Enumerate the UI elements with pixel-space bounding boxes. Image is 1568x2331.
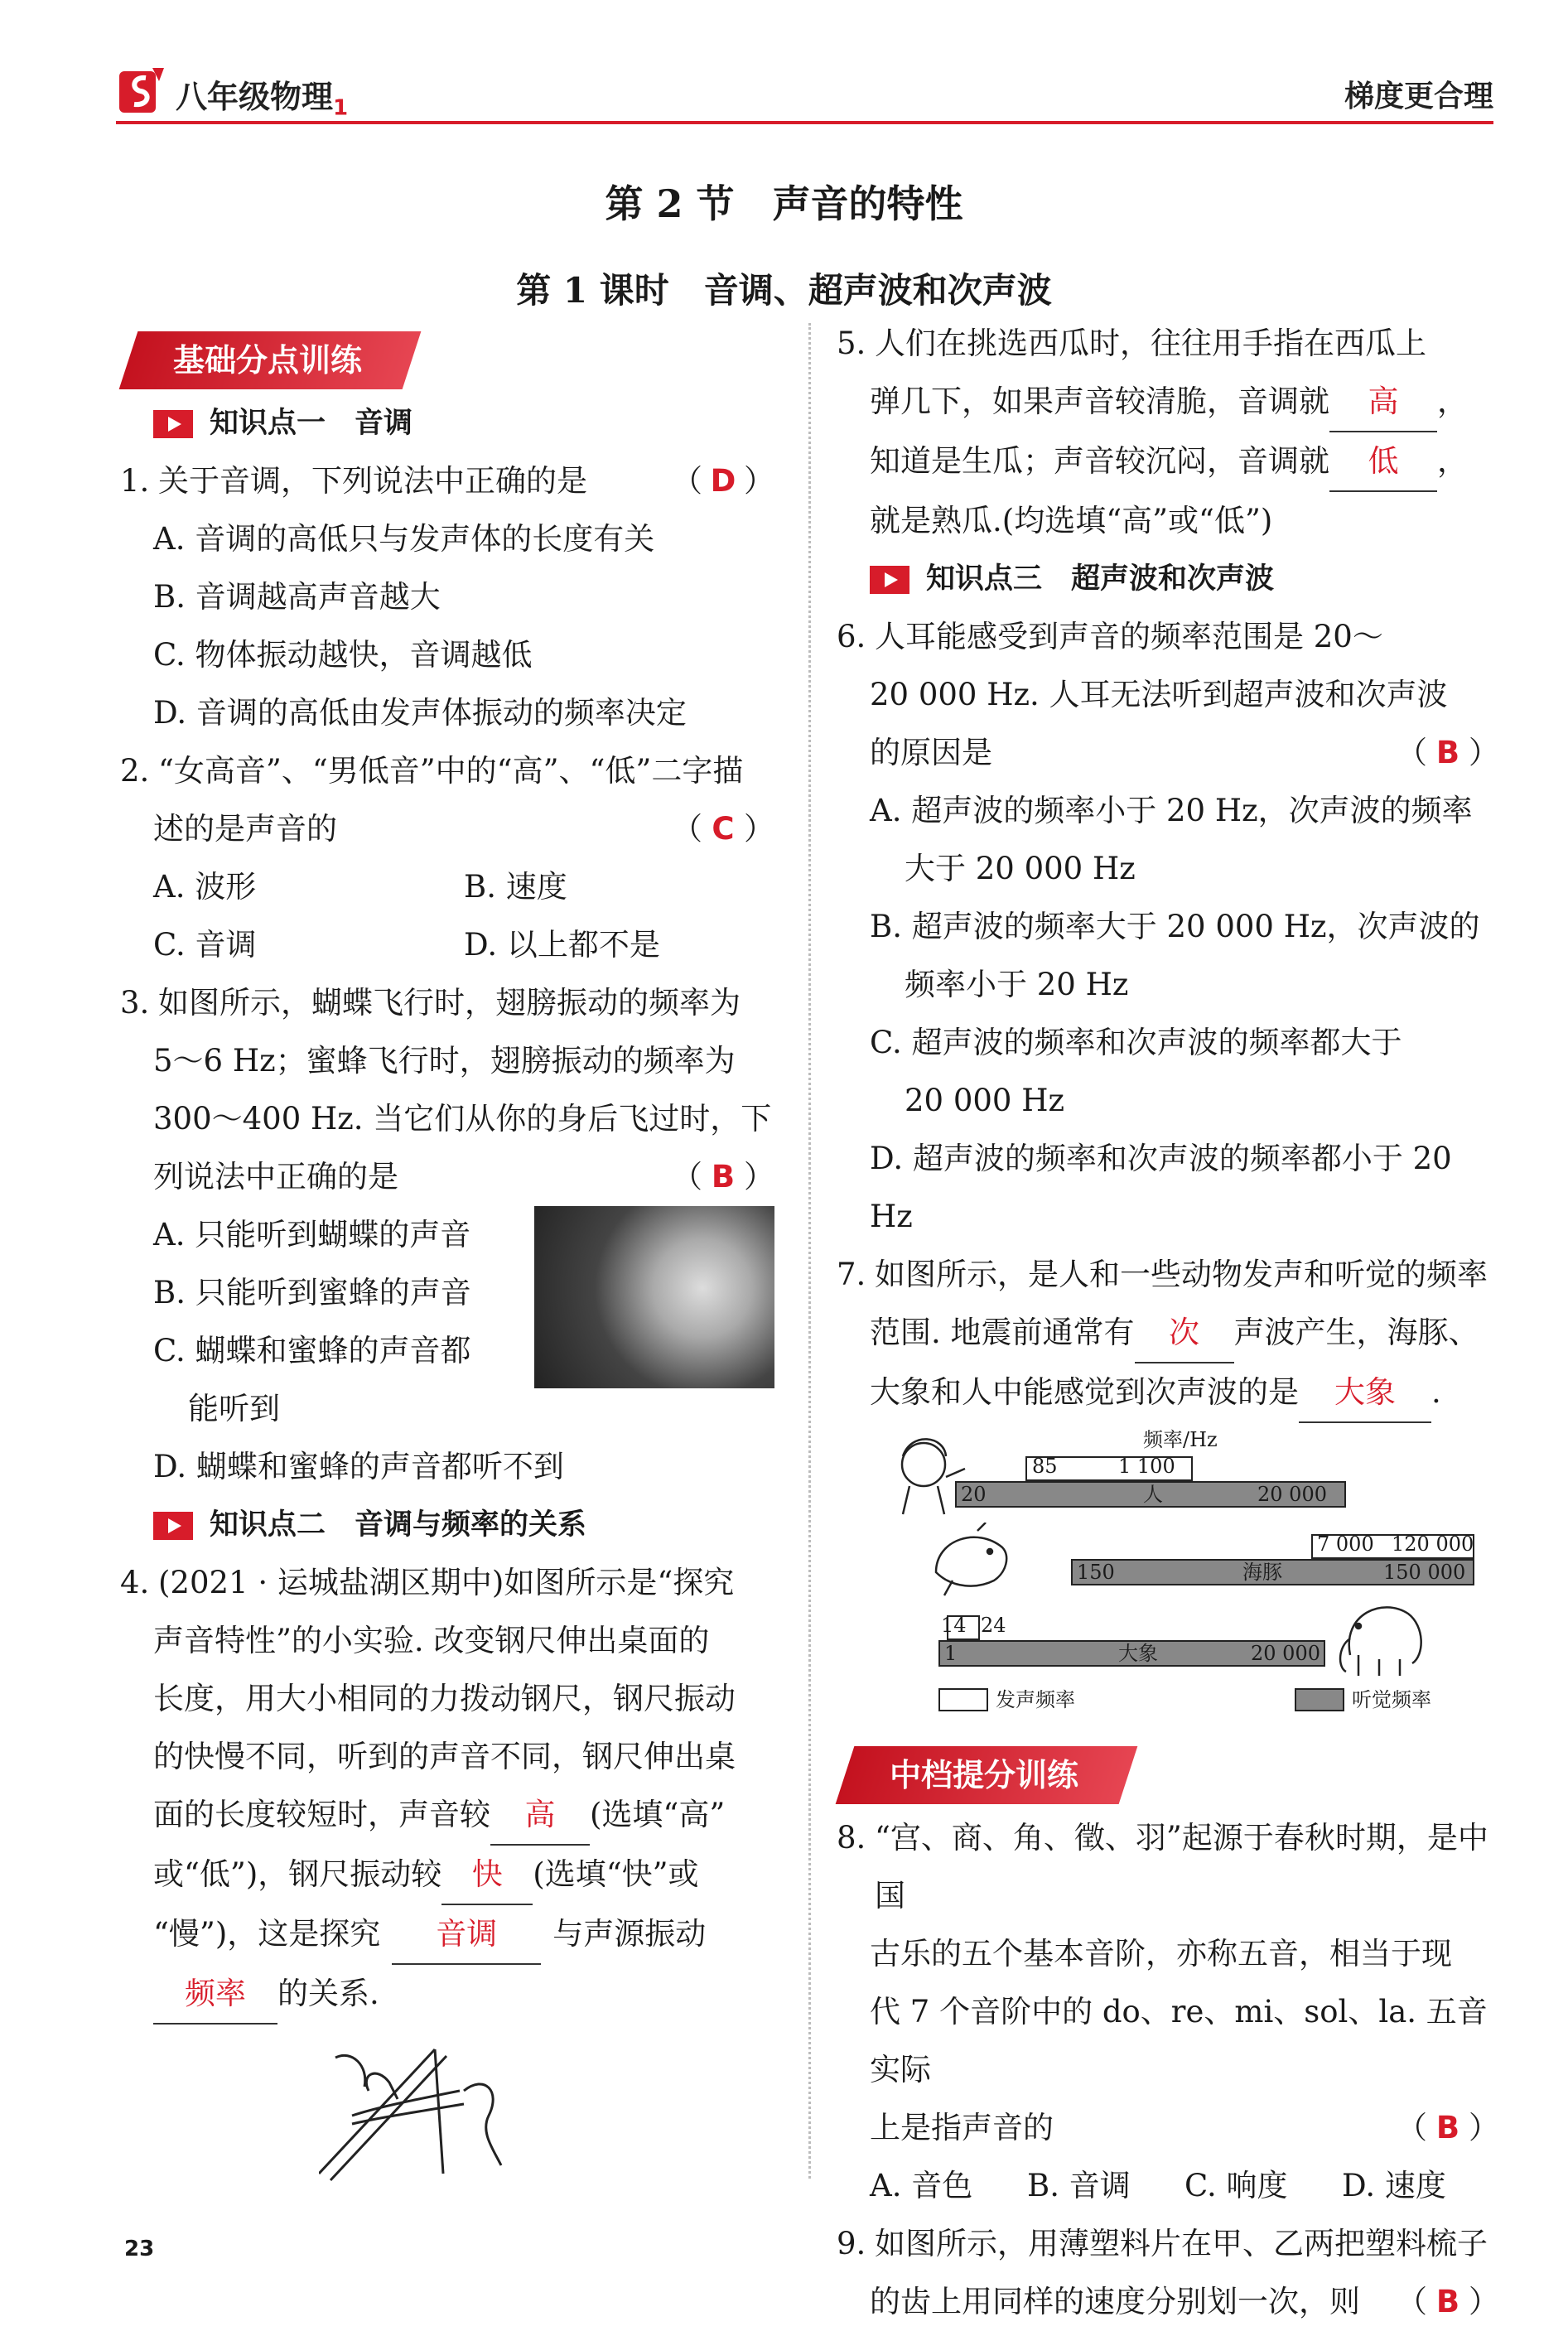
girl-cartoon-icon	[886, 1431, 977, 1523]
header-slogan: 梯度更合理	[1344, 80, 1493, 113]
legend-hear-swatch	[1295, 1688, 1344, 1711]
ruler-experiment-figure	[319, 2041, 534, 2182]
axis-label: 频率/Hz	[1143, 1428, 1218, 1451]
q5-line: 就是熟瓜.(均选填“高”或“低”)	[870, 503, 1273, 538]
q3-option-c-cont: 能听到	[188, 1391, 280, 1426]
q9-stem-line: 的齿上用同样的速度分别划一次，则 （ B ）	[870, 2284, 1499, 2319]
question-2: 2. “女高音”、“男低音”中的“高”、“低”二字描	[120, 753, 744, 789]
q7-line: 范围. 地震前通常有 次 声波产生，海豚、	[837, 1304, 1499, 1363]
fill-blank: 次	[1135, 1304, 1234, 1363]
q6-option-c: C. 超声波的频率和次声波的频率都大于	[870, 1025, 1402, 1060]
q3-options-block	[120, 1206, 774, 1496]
q4-line: 面的长度较短时，声音较 高 (选填“高”	[120, 1786, 774, 1846]
legend-hear-label: 听觉频率	[1352, 1688, 1431, 1711]
play-triangle-icon	[153, 1512, 193, 1540]
dolphin-icon	[928, 1523, 1019, 1597]
q4-line: 长度，用大小相同的力拨动钢尺，钢尺振动	[153, 1681, 736, 1716]
human-emit-max: 1 100	[1118, 1455, 1175, 1478]
left-column	[120, 323, 774, 2201]
elephant-hear-max: 20 000	[1251, 1642, 1320, 1665]
human-hear-max: 20 000	[1257, 1483, 1327, 1506]
q1-option-c: C. 物体振动越快，音调越低	[153, 637, 533, 673]
banner-basic-training: 基础分点训练	[119, 331, 422, 389]
q6-stem-line: 的原因是 （ B ）	[870, 735, 1499, 770]
q3-option-b: B. 只能听到蜜蜂的声音	[153, 1275, 471, 1310]
q6-option-b-cont: 频率小于 20 Hz	[905, 967, 1129, 1002]
q4-line: “慢”)，这是探究 音调 与声源振动	[120, 1905, 774, 1965]
q3-stem-line: 300～400 Hz. 当它们从你的身后飞过时，下	[153, 1101, 772, 1137]
fill-blank: 高	[1329, 373, 1437, 432]
q5-line: 弹几下，如果声音较清脆，音调就 高 ，	[837, 373, 1499, 432]
q8-stem-line: 古乐的五个基本音阶，亦称五音，相当于现	[870, 1936, 1452, 1971]
knowledge-point-2: 知识点二 音调与频率的关系	[120, 1496, 774, 1554]
question-1: 1. 关于音调，下列说法中正确的是 （ D ）	[120, 452, 774, 510]
lesson-title: 第 1 课时 音调、超声波和次声波	[516, 270, 1052, 311]
dolphin-hear-min: 150	[1077, 1561, 1115, 1584]
question-5: 5. 人们在挑选西瓜时，往往用手指在西瓜上	[837, 326, 1426, 361]
question-3: 3. 如图所示，蝴蝶飞行时，翅膀振动的频率为	[120, 985, 741, 1021]
question-7: 7. 如图所示，是人和一些动物发声和听觉的频率	[837, 1257, 1488, 1292]
dolphin-label: 海豚	[1242, 1561, 1282, 1584]
page-header	[116, 60, 1493, 126]
question-8: 8. “宫、商、角、徵、羽”起源于春秋时期，是中国	[837, 1820, 1488, 1914]
q3-option-d: D. 蝴蝶和蜜蜂的声音都听不到	[153, 1449, 564, 1484]
q1-option-b: B. 音调越高声音越大	[153, 579, 441, 615]
knowledge-point-3: 知识点三 超声波和次声波	[837, 550, 1499, 608]
elephant-emit-max: 24	[981, 1614, 1006, 1637]
q3-stem-line: 列说法中正确的是 （ B ）	[153, 1159, 774, 1194]
play-triangle-icon	[153, 410, 193, 438]
fill-blank: 音调	[392, 1905, 541, 1965]
page-number: 23	[124, 2237, 155, 2261]
play-triangle-icon	[870, 566, 909, 594]
human-label: 人	[1143, 1483, 1163, 1506]
q3-option-a: A. 只能听到蝴蝶的声音	[153, 1217, 471, 1252]
dolphin-emit-min: 7 000	[1317, 1532, 1374, 1556]
fill-blank: 快	[441, 1846, 533, 1905]
fill-blank: 大象	[1299, 1363, 1431, 1423]
header-rule	[116, 121, 1493, 124]
q6-stem-line: 20 000 Hz. 人耳无法听到超声波和次声波	[870, 677, 1448, 712]
fill-blank: 频率	[153, 1965, 277, 2025]
q2-stem-line2: 述的是声音的 （ C ）	[153, 811, 774, 847]
q6-option-a: A. 超声波的频率小于 20 Hz，次声波的频率	[870, 793, 1473, 828]
right-column	[837, 315, 1499, 2331]
q4-line: 频率 的关系.	[120, 1965, 774, 2025]
q4-line: 声音特性”的小实验. 改变钢尺伸出桌面的	[153, 1623, 710, 1658]
book-title: 八年级物理$_1$	[176, 79, 349, 121]
elephant-label: 大象	[1118, 1642, 1158, 1665]
elephant-hear-min: 1	[944, 1642, 958, 1665]
banner-mid-training: 中档提分训练	[836, 1746, 1138, 1804]
dolphin-hear-max: 150 000	[1383, 1561, 1466, 1584]
q6-option-a-cont: 大于 20 000 Hz	[905, 851, 1136, 886]
column-divider	[808, 323, 811, 2179]
publisher-logo-icon	[116, 65, 167, 116]
elephant-emit-min: 14	[941, 1614, 967, 1637]
q3-stem-line: 5～6 Hz；蜜蜂飞行时，翅膀振动的频率为	[153, 1043, 736, 1079]
q8-options: A. 音色 B. 音调 C. 响度 D. 速度	[870, 2168, 1446, 2203]
elephant-icon	[1334, 1589, 1433, 1680]
question-9: 9. 如图所示，用薄塑料片在甲、乙两把塑料梳子	[837, 2226, 1488, 2261]
fill-blank: 低	[1329, 432, 1437, 492]
q6-option-d: D. 超声波的频率和次声波的频率都小于 20 Hz	[870, 1141, 1452, 1234]
q1-option-d: D. 音调的高低由发声体振动的频率决定	[153, 695, 687, 731]
human-hear-min: 20	[961, 1483, 987, 1506]
q8-stem-line: 代 7 个音阶中的 do、re、mi、sol、la. 五音实际	[870, 1994, 1488, 2087]
q4-line: 的快慢不同，听到的声音不同，钢尺伸出桌	[153, 1739, 736, 1774]
dolphin-emit-max: 120 000	[1392, 1532, 1474, 1556]
q1-option-a: A. 音调的高低只与发声体的长度有关	[153, 521, 655, 557]
section-title: 第 2 节 声音的特性	[605, 181, 963, 226]
answer-slot: （ D ）	[672, 463, 774, 499]
frequency-range-figure	[837, 1423, 1499, 1738]
q2-options-row1: A. 波形 B. 速度	[153, 869, 567, 905]
human-emit-min: 85	[1032, 1455, 1058, 1478]
q6-option-b: B. 超声波的频率大于 20 000 Hz，次声波的	[870, 909, 1480, 944]
q4-line: 或“低”)，钢尺振动较 快 (选填“快”或	[120, 1846, 774, 1905]
q8-stem-line: 上是指声音的 （ B ）	[870, 2110, 1499, 2145]
q2-options-row2: C. 音调 D. 以上都不是	[153, 927, 660, 963]
butterfly-bee-photo	[534, 1206, 774, 1388]
q6-option-c-cont: 20 000 Hz	[905, 1083, 1064, 1118]
q3-option-c: C. 蝴蝶和蜜蜂的声音都	[153, 1333, 471, 1368]
knowledge-point-1: 知识点一 音调	[120, 394, 774, 452]
legend-emit-label: 发声频率	[996, 1688, 1075, 1711]
legend-emit-swatch	[938, 1688, 988, 1711]
question-6: 6. 人耳能感受到声音的频率范围是 20～	[837, 619, 1383, 654]
fill-blank: 高	[490, 1786, 590, 1846]
question-4: 4. (2021 · 运城盐湖区期中)如图所示是“探究	[120, 1565, 735, 1600]
q7-line: 大象和人中能感觉到次声波的是 大象 .	[837, 1363, 1499, 1423]
q5-line: 知道是生瓜；声音较沉闷，音调就 低 ，	[837, 432, 1499, 492]
